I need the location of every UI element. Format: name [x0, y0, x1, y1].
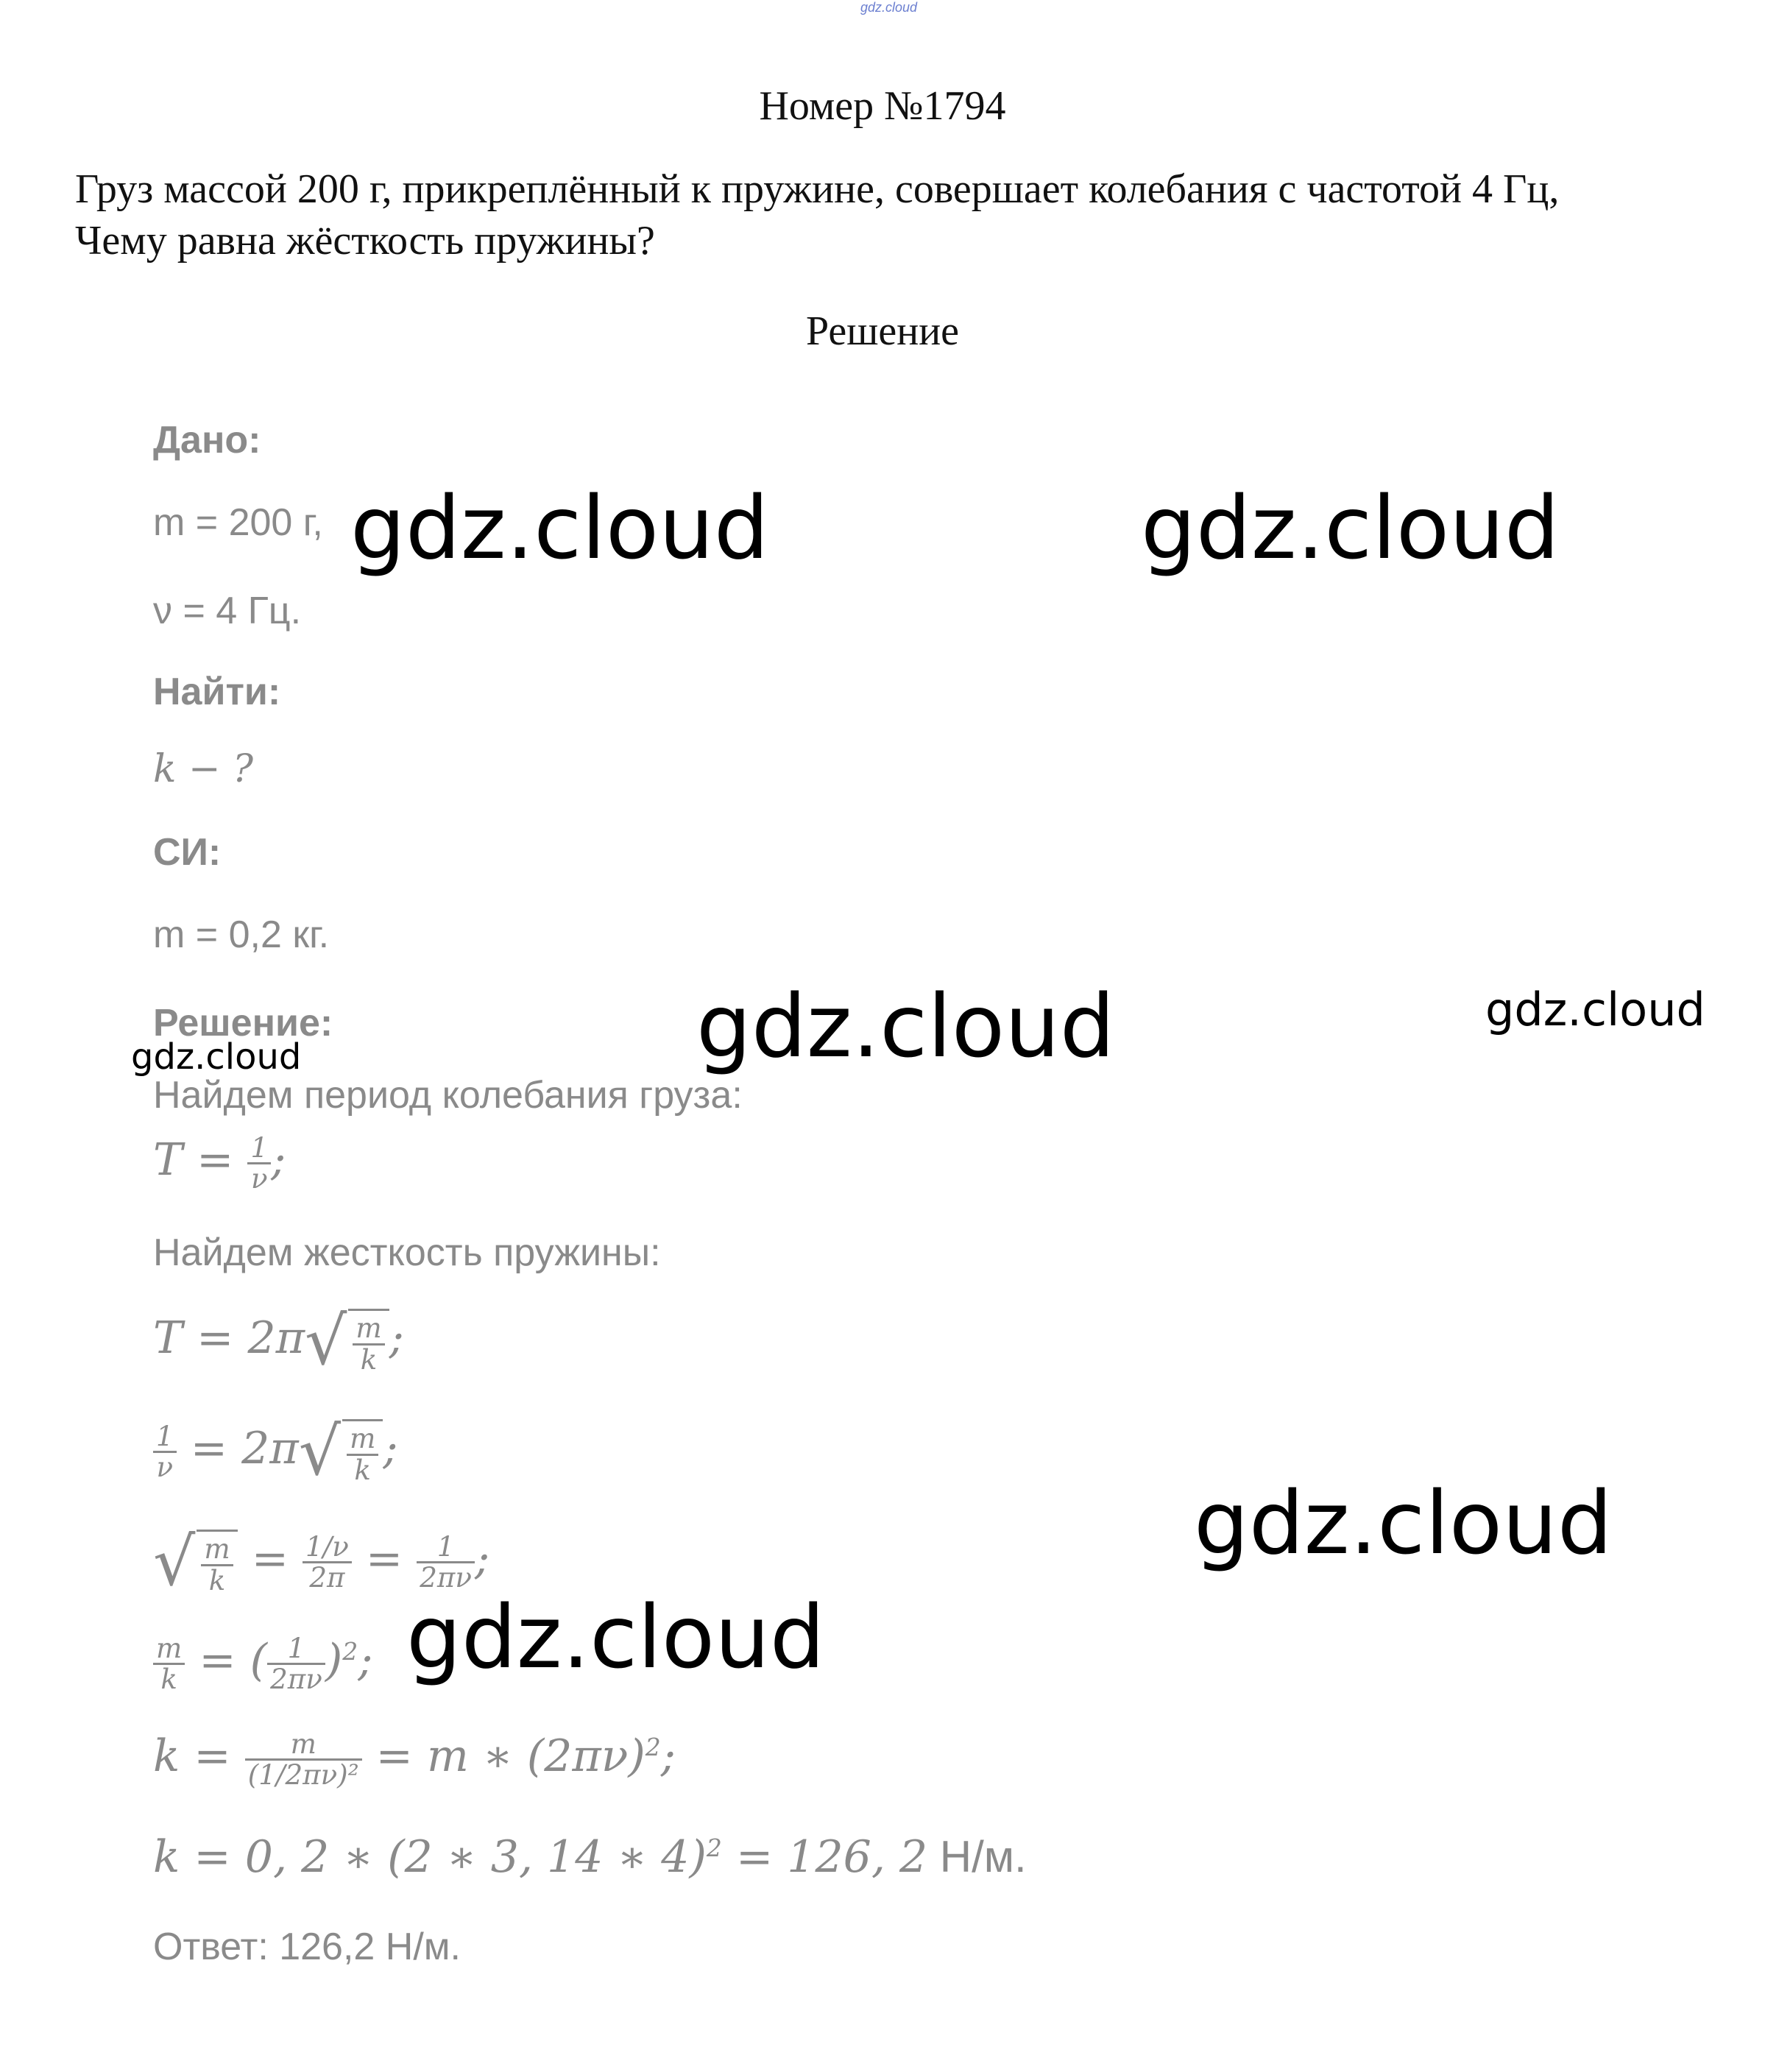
watermark-5: gdz.cloud [131, 1036, 302, 1078]
formula-sqrt-ratio: √ $\frac{m}{k}$ = $\frac{1/\nu}{2\pi}$ = $\frac{1}{2\pi\nu}$ ; [153, 1524, 490, 1601]
given-label: Дано: [153, 419, 261, 462]
calc-unit: Н/м. [927, 1832, 1027, 1881]
answer: Ответ: 126,2 Н/м. [153, 1926, 461, 1968]
si-mass: m = 0,2 кг. [153, 913, 330, 956]
step2-text: Найдем жесткость пружины: [153, 1231, 661, 1274]
si-label: СИ: [153, 831, 222, 874]
problem-line-1: Груз массой 200 г, прикреплённый к пружине, совершает колебания с частотой 4 Гц, [75, 166, 1560, 212]
solution-label: Решение: [153, 1002, 333, 1044]
formula-k: k = $\frac{m}{\text{(1/2πν)²}}$ = m ∗ $(2\pi\nu)^2$; [153, 1728, 676, 1792]
given-frequency: ν = 4 Гц. [153, 590, 302, 632]
watermark-7: gdz.cloud [406, 1586, 825, 1688]
find-label: Найти: [153, 671, 281, 713]
watermark-1: gdz.cloud [350, 477, 769, 579]
formula-inverse-frequency: $\frac{1}{\nu}$ = 2π√ $\frac{m}{k}$ ; [153, 1413, 398, 1491]
problem-statement [75, 163, 1716, 266]
watermark-3: gdz.cloud [696, 975, 1115, 1077]
formula-period-spring: T = 2π√ $\frac{m}{k}$ ; [153, 1303, 404, 1380]
watermark-4: gdz.cloud [1485, 983, 1705, 1036]
formula-period: T = $\frac{1}{\nu}$ ; [153, 1131, 286, 1195]
calc-value: k = 0, 2 ∗ (2 ∗ 3, 14 ∗ 4) [153, 1831, 707, 1883]
formula-ratio-squared: $\frac{m}{k}$ = ( $\frac{1}{2\pi\nu}$ )$^2$; [153, 1634, 372, 1694]
calc-result: = 126, 2 [721, 1831, 928, 1883]
formula-k-value: k = 0, 2 ∗ (2 ∗ 3, 14 ∗ 4)$^2$ = 126, 2 Н/м. [153, 1831, 1027, 1883]
step1-text: Найдем период колебания груза: [153, 1074, 743, 1117]
watermark-2: gdz.cloud [1141, 477, 1560, 579]
find-k: k − ? [153, 747, 254, 791]
page-title: Номер №1794 [759, 83, 1006, 129]
problem-line-2: Чему равна жёсткость пружины? [75, 218, 655, 264]
given-mass: m = 200 г, [153, 501, 323, 544]
solution-heading: Решение [805, 308, 960, 354]
watermark-6: gdz.cloud [1194, 1472, 1613, 1574]
top-watermark: gdz.cloud [860, 0, 918, 15]
